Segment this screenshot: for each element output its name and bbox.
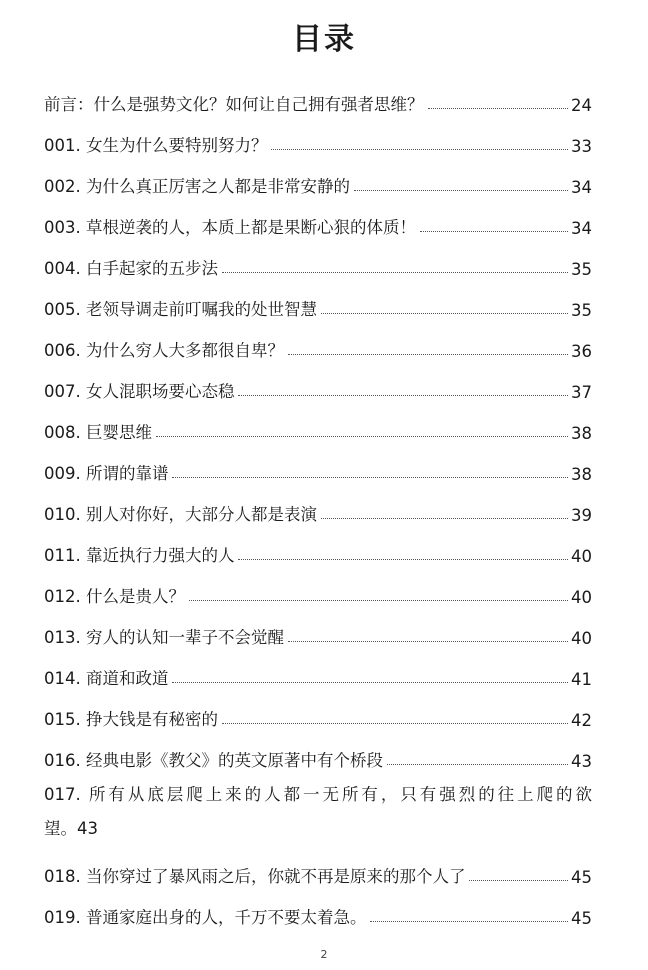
toc-entry-page: 34 [571, 219, 592, 238]
toc-entry-page: 37 [571, 383, 592, 402]
toc-entry-title: 004. 白手起家的五步法 [44, 259, 218, 278]
toc-entry-title: 015. 挣大钱是有秘密的 [44, 710, 218, 729]
dot-leader [222, 272, 568, 273]
toc-entry-title: 前言：什么是强势文化？如何让自己拥有强者思维？ [44, 95, 424, 114]
dot-leader [238, 559, 568, 560]
page-number: 2 [320, 948, 328, 961]
toc-entry-preface[interactable] [44, 74, 592, 115]
dot-leader [321, 313, 568, 314]
toc-entry-016[interactable] [44, 730, 592, 771]
toc-entry-009[interactable] [44, 443, 592, 484]
toc-entry-014[interactable] [44, 648, 592, 689]
dot-leader [354, 190, 568, 191]
toc-entry-page: 40 [571, 629, 592, 648]
dot-leader [222, 723, 568, 724]
dot-leader [420, 231, 568, 232]
toc-entry-019[interactable] [44, 887, 592, 928]
toc-entry-page: 45 [571, 909, 592, 928]
toc-entry-page: 24 [571, 96, 592, 115]
toc-entry-003[interactable] [44, 197, 592, 238]
toc-entry-title: 003. 草根逆袭的人，本质上都是果断心狠的体质！ [44, 218, 416, 237]
toc-entry-page: 41 [571, 670, 592, 689]
dot-leader [288, 354, 568, 355]
toc-entry-page: 34 [571, 178, 592, 197]
dot-leader [321, 518, 568, 519]
toc-entry-015[interactable] [44, 689, 592, 730]
toc-entry-page: 35 [571, 260, 592, 279]
toc-entry-page: 33 [571, 137, 592, 156]
toc-entry-page: 35 [571, 301, 592, 320]
table-of-contents [44, 74, 592, 928]
toc-entry-page: 45 [571, 868, 592, 887]
toc-entry-page: 38 [571, 465, 592, 484]
dot-leader [172, 477, 568, 478]
toc-entry-title: 014. 商道和政道 [44, 669, 169, 688]
toc-entry-title: 010. 别人对你好，大部分人都是表演 [44, 505, 317, 524]
toc-entry-012[interactable] [44, 566, 592, 607]
toc-entry-010[interactable] [44, 484, 592, 525]
toc-entry-006[interactable] [44, 320, 592, 361]
toc-entry-page: 42 [571, 711, 592, 730]
toc-entry-title: 007. 女人混职场要心态稳 [44, 382, 235, 401]
dot-leader [370, 921, 568, 922]
toc-entry-008[interactable] [44, 402, 592, 443]
dot-leader [469, 880, 568, 881]
page-title: 目录 [292, 22, 356, 57]
dot-leader [271, 149, 568, 150]
toc-entry-011[interactable] [44, 525, 592, 566]
dot-leader [387, 764, 568, 765]
toc-entry-title: 011. 靠近执行力强大的人 [44, 546, 235, 565]
toc-entry-title-line1: 017. 所有从底层爬上来的人都一无所有，只有强烈的往上爬的欲 [44, 785, 592, 804]
toc-entry-title: 016. 经典电影《教父》的英文原著中有个桥段 [44, 751, 383, 770]
toc-entry-001[interactable] [44, 115, 592, 156]
toc-entry-title: 008. 巨婴思维 [44, 423, 152, 442]
toc-entry-page: 39 [571, 506, 592, 525]
toc-entry-title: 019. 普通家庭出身的人，千万不要太着急。 [44, 908, 367, 927]
toc-entry-004[interactable] [44, 238, 592, 279]
toc-entry-title: 005. 老领导调走前叮嘱我的处世智慧 [44, 300, 317, 319]
toc-entry-007[interactable] [44, 361, 592, 402]
toc-entry-title: 018. 当你穿过了暴风雨之后，你就不再是原来的那个人了 [44, 867, 466, 886]
toc-entry-page: 38 [571, 424, 592, 443]
toc-entry-page: 40 [571, 588, 592, 607]
toc-entry-page: 40 [571, 547, 592, 566]
toc-entry-005[interactable] [44, 279, 592, 320]
dot-leader [172, 682, 568, 683]
toc-entry-title: 001. 女生为什么要特别努力？ [44, 136, 268, 155]
dot-leader [189, 600, 568, 601]
dot-leader [156, 436, 568, 437]
toc-entry-title-line2: 望。43 [44, 819, 98, 838]
toc-entry-017[interactable] [44, 771, 592, 846]
toc-entry-title: 002. 为什么真正厉害之人都是非常安静的 [44, 177, 350, 196]
toc-entry-page: 43 [571, 752, 592, 771]
toc-entry-018[interactable] [44, 846, 592, 887]
toc-entry-title: 009. 所谓的靠谱 [44, 464, 169, 483]
toc-entry-002[interactable] [44, 156, 592, 197]
toc-entry-page: 36 [571, 342, 592, 361]
toc-entry-title: 012. 什么是贵人？ [44, 587, 185, 606]
toc-entry-013[interactable] [44, 607, 592, 648]
dot-leader [238, 395, 568, 396]
toc-entry-title: 006. 为什么穷人大多都很自卑？ [44, 341, 284, 360]
dot-leader [428, 108, 569, 109]
dot-leader [288, 641, 568, 642]
toc-entry-title: 013. 穷人的认知一辈子不会觉醒 [44, 628, 284, 647]
